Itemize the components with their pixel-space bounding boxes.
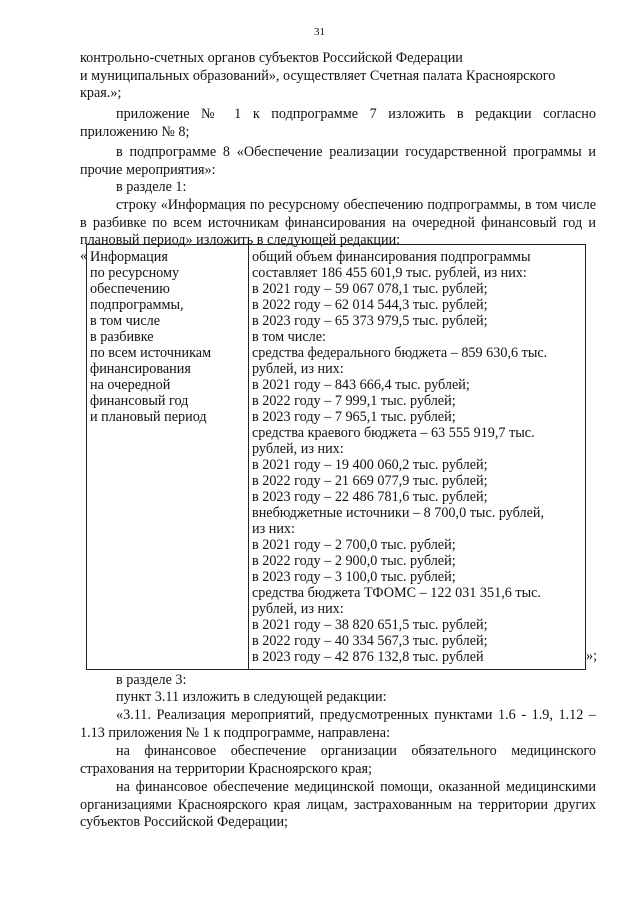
paragraph-appendix: приложение № 1 к подпрограмме 7 изложить в редакции согласно приложению № 8; [80,106,596,140]
right-line: средства бюджета ТФОМС – 122 031 351,6 тыс. [252,585,541,601]
right-line: в 2022 году – 7 999,1 тыс. рублей; [252,393,456,409]
page-number: 31 [314,26,325,38]
close-quote: »; [586,648,598,664]
paragraph-point-311: пункт 3.11 изложить в следующей редакции: [116,689,387,705]
paragraph-row-replace: строку «Информация по ресурсному обеспечению подпрограммы, в том числе в разбивке по всем источникам финансирования на очередной финансовый год и плановый период» изложить в следующей редакции: [80,197,596,248]
right-line: в 2022 году – 40 334 567,3 тыс. рублей; [252,633,488,649]
right-line: в 2023 году – 3 100,0 тыс. рублей; [252,569,456,585]
open-quote: « [80,248,88,264]
right-line: в 2023 году – 22 486 781,6 тыс. рублей; [252,489,488,505]
right-line: в 2021 году – 19 400 060,2 тыс. рублей; [252,457,488,473]
section-1-label: в разделе 1: [116,179,187,195]
right-line: в 2023 году – 7 965,1 тыс. рублей; [252,409,456,425]
left-line: по ресурсному [90,265,180,281]
top-paragraph-line-2: и муниципальных образований», осуществляет Счетная палата Красноярского [80,67,556,84]
left-line: обеспечению [90,281,170,297]
table-right-cell [249,245,586,670]
right-line: в том числе: [252,329,326,345]
left-line: в том числе [90,313,161,329]
table-left-cell [87,245,249,670]
left-line: и плановый период [90,409,207,425]
right-line: общий объем финансирования подпрограммы [252,249,531,265]
paragraph-financing-1: на финансовое обеспечение организации обязательного медицинского страхования на территории Красноярского края; [80,743,596,777]
left-line: по всем источникам [90,345,212,361]
paragraph-311-text: «3.11. Реализация мероприятий, предусмотренных пунктами 1.6 - 1.9, 1.12 – 1.13 приложения № 1 к подпрограмме, направлена: [80,707,596,741]
left-line: на очередной [90,377,171,393]
right-line: в 2023 году – 42 876 132,8 тыс. рублей [252,649,484,665]
right-line: из них: [252,521,295,537]
left-line: Информация [90,249,168,265]
top-paragraph-line-1: контрольно-счетных органов субъектов Российской Федерации [80,50,463,66]
left-line: финансовый год [90,393,189,409]
right-line: в 2022 году – 62 014 544,3 тыс. рублей; [252,297,488,313]
left-line: подпрограммы, [90,297,184,313]
right-line: в 2021 году – 843 666,4 тыс. рублей; [252,377,470,393]
right-line: средства краевого бюджета – 63 555 919,7 тыс. [252,425,535,441]
left-line: финансирования [90,361,191,377]
left-line: в разбивке [90,329,154,345]
paragraph-financing-2: на финансовое обеспечение медицинской помощи, оказанной медицинскими организациями Красноярского края лицам, застрахованным на территории других субъектов Российской Федерации; [80,779,596,830]
top-paragraph [80,50,596,103]
right-line: в 2022 году – 2 900,0 тыс. рублей; [252,553,456,569]
right-line: составляет 186 455 601,9 тыс. рублей, из них: [252,265,527,281]
paragraph-subprogram-8: в подпрограмме 8 «Обеспечение реализации государственной программы и прочие мероприятия»: [80,144,596,178]
right-line: внебюджетные источники – 8 700,0 тыс. рублей, [252,505,545,521]
right-line: рублей, из них: [252,361,344,377]
right-line: рублей, из них: [252,601,344,617]
right-line: в 2023 году – 65 373 979,5 тыс. рублей; [252,313,488,329]
resource-info-table [86,244,586,670]
top-paragraph-line-3: края.»; [80,85,122,101]
right-line: средства федерального бюджета – 859 630,6 тыс. [252,345,548,361]
right-line: в 2021 году – 2 700,0 тыс. рублей; [252,537,456,553]
right-line: рублей, из них: [252,441,344,457]
table-row [87,245,586,670]
right-line: в 2021 году – 38 820 651,5 тыс. рублей; [252,617,488,633]
right-line: в 2022 году – 21 669 077,9 тыс. рублей; [252,473,488,489]
right-line: в 2021 году – 59 067 078,1 тыс. рублей; [252,281,488,297]
section-3-label: в разделе 3: [116,672,187,688]
